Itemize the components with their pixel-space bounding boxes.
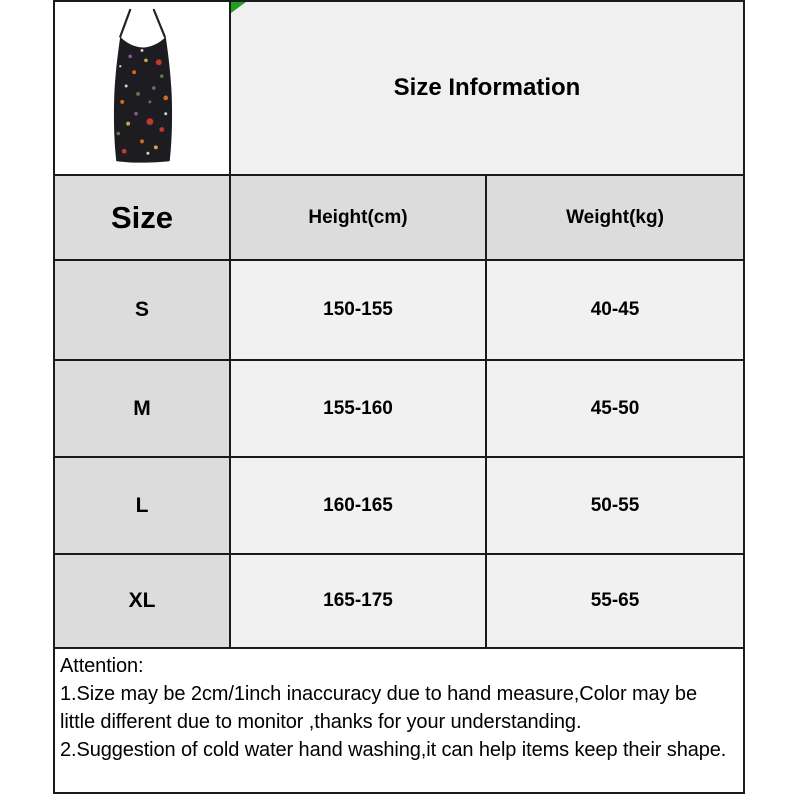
size-row-xl-height: 165-175 [231,555,487,649]
attention-note-1: 1.Size may be 2cm/1inch inaccuracy due to hand measure,Color may be little different due to monitor ,thanks for your understanding. [60,683,697,733]
dress-body [114,37,172,163]
size-row-s-height: 150-155 [231,261,487,361]
dress-strap-left [120,10,130,37]
attention-section [55,649,743,792]
size-row-s-weight: 40-45 [487,261,743,361]
size-chart-table [53,0,745,794]
attention-note-2: 2.Suggestion of cold water hand washing,it can help items keep their shape. [60,739,727,761]
size-row-m-height: 155-160 [231,361,487,458]
product-photo-dress [55,2,229,174]
size-row-s-label: S [55,261,231,361]
dress-strap-right [154,10,165,37]
size-information-header [231,2,743,176]
column-header-weight: Weight(kg) [487,176,743,261]
product-image-cell [55,2,231,176]
size-row-l-label: L [55,458,231,555]
size-information-title: Size Information [393,74,581,101]
green-corner-marker [231,2,246,13]
size-row-m-label: M [55,361,231,458]
size-row-m-weight: 45-50 [487,361,743,458]
size-row-xl-weight: 55-65 [487,555,743,649]
attention-title: Attention: [60,655,144,677]
size-row-l-height: 160-165 [231,458,487,555]
size-row-xl-label: XL [55,555,231,649]
column-header-size: Size [55,176,231,261]
column-header-height: Height(cm) [231,176,487,261]
size-row-l-weight: 50-55 [487,458,743,555]
